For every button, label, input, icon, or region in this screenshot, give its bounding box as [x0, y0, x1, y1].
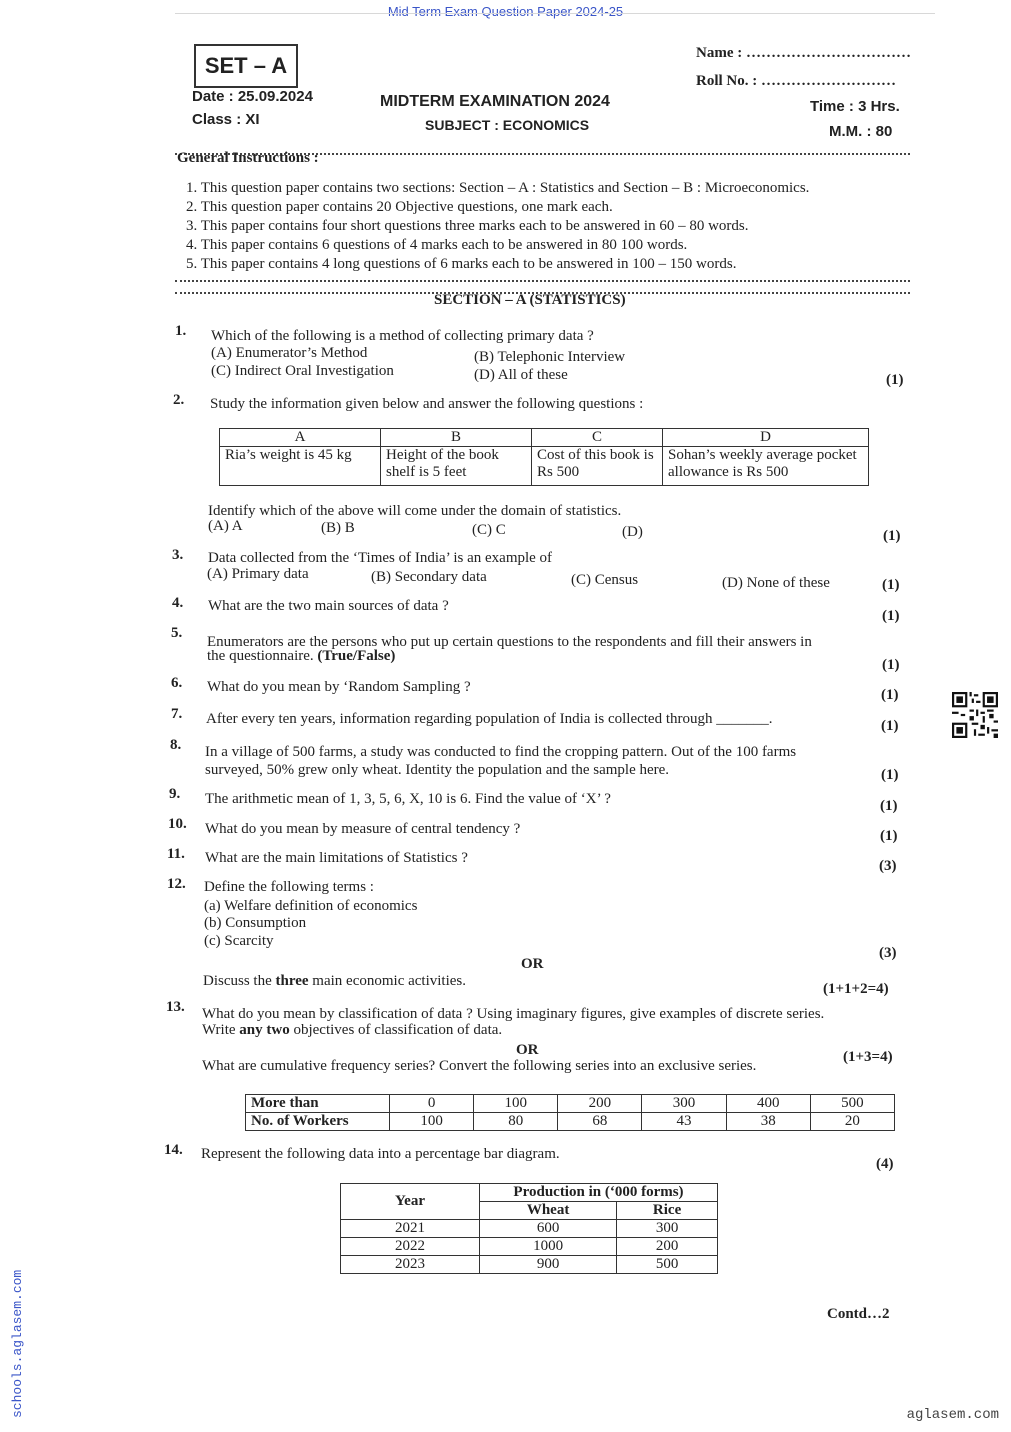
q4-marks: (1)	[882, 608, 900, 624]
q8-number: 8.	[170, 737, 182, 753]
instruction-item: 1. This question paper contains two sections: Section – A : Statistics and Section – B : Microeconomics.	[186, 180, 810, 196]
q12-alt-pre: Discuss the	[203, 973, 272, 989]
q3-text: Data collected from the ‘Times of India’ is an example of	[208, 550, 553, 566]
q13-table	[245, 1094, 895, 1131]
q3-number: 3.	[172, 547, 184, 563]
q5-marks: (1)	[882, 657, 900, 673]
qr-code-icon	[952, 692, 998, 738]
q10-number: 10.	[168, 816, 187, 832]
q3-option-d: (D) None of these	[722, 575, 830, 591]
q12-alt-marks: (1+1+2=4)	[823, 981, 889, 997]
q3-option-a: (A) Primary data	[207, 566, 309, 582]
q10-text: What do you mean by measure of central tendency ?	[205, 821, 521, 837]
q14-marks: (4)	[876, 1156, 894, 1172]
q2-cell: Sohan’s weekly average pocket allowance is Rs 500	[663, 447, 869, 486]
q14-cell: 2022	[341, 1238, 480, 1256]
q13-cell: 68	[558, 1113, 642, 1131]
instructions-divider	[175, 280, 910, 282]
q2-option-a: (A) A	[208, 518, 243, 534]
continued-label: Contd…2	[827, 1306, 890, 1322]
exam-class: Class : XI	[192, 111, 260, 128]
q6-number: 6.	[171, 675, 183, 691]
q13-text2-post: objectives of classification of data.	[293, 1022, 503, 1038]
q5-text-line1: Enumerators are the persons who put up certain questions to the respondents and fill their answers in	[207, 634, 812, 650]
q13-cell: 400	[726, 1095, 810, 1113]
q12-part-a: (a) Welfare definition of economics	[204, 898, 418, 914]
q13-text-line1: What do you mean by classification of data ? Using imaginary figures, give examples of discrete series.	[202, 1006, 825, 1022]
q1-option-b: (B) Telephonic Interview	[474, 349, 626, 365]
q2-follow: Identify which of the above will come under the domain of statistics.	[208, 503, 622, 519]
q8-marks: (1)	[881, 767, 899, 783]
q5-number: 5.	[171, 625, 183, 641]
q13-text2-pre: Write	[202, 1022, 236, 1038]
q14-col-rice: Rice	[617, 1202, 718, 1220]
q3-marks: (1)	[882, 577, 900, 593]
q14-col-year: Year	[341, 1184, 480, 1220]
q14-col-production: Production in (‘000 forms)	[480, 1184, 718, 1202]
q13-cell: 500	[810, 1095, 894, 1113]
q2-cell: Ria’s weight is 45 kg	[220, 447, 381, 486]
q9-text: The arithmetic mean of 1, 3, 5, 6, X, 10 is 6. Find the value of ‘X’ ?	[205, 791, 611, 807]
q13-number: 13.	[166, 999, 185, 1015]
q11-text: What are the main limitations of Statistics ?	[205, 850, 468, 866]
q13-row-label: No. of Workers	[246, 1113, 390, 1131]
instruction-item: 4. This paper contains 6 questions of 4 marks each to be answered in 80 100 words.	[186, 237, 688, 253]
q13-text2-bold: any two	[239, 1022, 290, 1038]
q14-table	[340, 1183, 718, 1274]
q5-true-false: (True/False)	[317, 648, 396, 664]
q3-option-c: (C) Census	[571, 572, 639, 588]
q2-option-c: (C) C	[472, 522, 506, 538]
instruction-item: 2. This question paper contains 20 Objective questions, one mark each.	[186, 199, 613, 215]
q13-cell: 20	[810, 1113, 894, 1131]
footer-watermark: aglasem.com	[906, 1407, 999, 1423]
q14-cell: 500	[617, 1256, 718, 1274]
q13-marks: (1+3=4)	[843, 1049, 893, 1065]
exam-date: Date : 25.09.2024	[192, 88, 313, 105]
q7-number: 7.	[171, 706, 183, 722]
q6-text: What do you mean by ‘Random Sampling ?	[207, 679, 471, 695]
q8-text-line2: surveyed, 50% grew only wheat. Identity the population and the sample here.	[205, 762, 670, 778]
q14-cell: 1000	[480, 1238, 617, 1256]
q1-option-d: (D) All of these	[474, 367, 568, 383]
q2-option-b: (B) B	[321, 520, 355, 536]
q2-header: D	[663, 429, 869, 447]
q14-col-wheat: Wheat	[480, 1202, 617, 1220]
q11-marks: (3)	[879, 858, 897, 874]
q9-number: 9.	[169, 786, 181, 802]
q2-number: 2.	[173, 392, 185, 408]
q14-cell: 600	[480, 1220, 617, 1238]
q12-part-c: (c) Scarcity	[204, 933, 274, 949]
q11-number: 11.	[167, 846, 185, 862]
q13-cell: 100	[474, 1095, 558, 1113]
q13-cell: 80	[474, 1113, 558, 1131]
q12-marks: (3)	[879, 945, 897, 961]
roll-field: Roll No. : ………………………	[696, 73, 896, 89]
top-divider	[175, 13, 935, 14]
side-watermark: schools.aglasem.com	[10, 1269, 25, 1418]
q12-text: Define the following terms :	[204, 879, 374, 895]
q2-header: A	[220, 429, 381, 447]
q13-cell: 38	[726, 1113, 810, 1131]
q14-cell: 900	[480, 1256, 617, 1274]
q13-or: OR	[516, 1042, 539, 1058]
q9-marks: (1)	[880, 798, 898, 814]
q12-number: 12.	[167, 876, 186, 892]
q4-number: 4.	[172, 595, 184, 611]
q13-cell: 300	[642, 1095, 726, 1113]
q13-cell: 100	[390, 1113, 474, 1131]
q2-cell: Cost of this book is Rs 500	[532, 447, 663, 486]
q14-cell: 300	[617, 1220, 718, 1238]
q2-marks: (1)	[883, 528, 901, 544]
q2-header: C	[532, 429, 663, 447]
q14-text: Represent the following data into a percentage bar diagram.	[201, 1146, 560, 1162]
q2-cell: Height of the book shelf is 5 feet	[381, 447, 532, 486]
section-title: SECTION – A (STATISTICS)	[434, 292, 626, 308]
q2-option-d: (D)	[622, 524, 643, 540]
q1-option-a: (A) Enumerator’s Method	[211, 345, 368, 361]
q8-text-line1: In a village of 500 farms, a study was conducted to find the cropping pattern. Out of the 100 farms	[205, 744, 797, 760]
max-marks: M.M. : 80	[829, 123, 893, 140]
exam-time: Time : 3 Hrs.	[810, 98, 900, 115]
q10-marks: (1)	[880, 828, 898, 844]
q2-header: B	[381, 429, 532, 447]
q14-cell: 200	[617, 1238, 718, 1256]
instruction-item: 5. This paper contains 4 long questions of 6 marks each to be answered in 100 – 150 words.	[186, 256, 737, 272]
q14-cell: 2023	[341, 1256, 480, 1274]
q12-alt-post: main economic activities.	[312, 973, 466, 989]
page-top-title: Mid Term Exam Question Paper 2024-25	[387, 4, 624, 19]
exam-title: MIDTERM EXAMINATION 2024	[380, 93, 610, 110]
q12-alt-bold: three	[275, 973, 309, 989]
q5-text-line2	[207, 648, 395, 665]
q12-part-b: (b) Consumption	[204, 915, 307, 931]
q2-text: Study the information given below and answer the following questions :	[210, 396, 644, 412]
q7-marks: (1)	[881, 718, 899, 734]
q6-marks: (1)	[881, 687, 899, 703]
q4-text: What are the two main sources of data ?	[208, 598, 449, 614]
q13-cell: 200	[558, 1095, 642, 1113]
q1-option-c: (C) Indirect Oral Investigation	[211, 363, 394, 379]
q3-option-b: (B) Secondary data	[371, 569, 487, 585]
q13-row-label: More than	[246, 1095, 390, 1113]
q1-text: Which of the following is a method of collecting primary data ?	[211, 328, 594, 344]
q14-cell: 2021	[341, 1220, 480, 1238]
q1-number: 1.	[175, 323, 187, 339]
q5-text-line2-text: the questionnaire.	[207, 648, 314, 664]
q7-text: After every ten years, information regarding population of India is collected through _______.	[206, 711, 773, 727]
q12-alt	[203, 973, 466, 990]
instruction-item: 3. This paper contains four short questions three marks each to be answered in 60 – 80 words.	[186, 218, 749, 234]
q13-text-line2	[202, 1022, 502, 1039]
q1-marks: (1)	[886, 372, 904, 388]
name-field: Name : ……………………………	[696, 45, 911, 61]
q13-cell: 43	[642, 1113, 726, 1131]
set-badge: SET – A	[194, 44, 298, 88]
q2-table	[219, 428, 869, 486]
instructions-title: General Instructions :	[177, 150, 319, 166]
q13-alt: What are cumulative frequency series? Convert the following series into an exclusive series.	[202, 1058, 757, 1074]
q14-number: 14.	[164, 1142, 183, 1158]
exam-subject: SUBJECT : ECONOMICS	[425, 117, 590, 133]
q12-or: OR	[521, 956, 544, 972]
q13-cell: 0	[390, 1095, 474, 1113]
